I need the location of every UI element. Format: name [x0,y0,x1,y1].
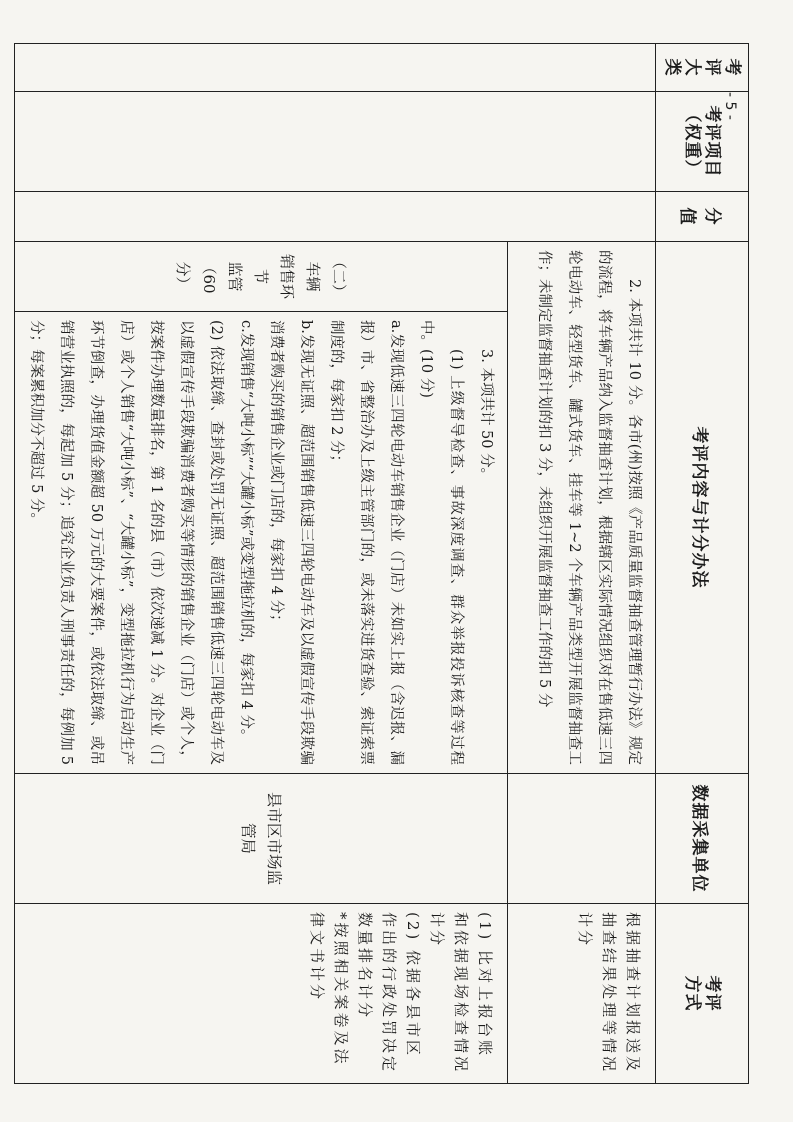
cell-section-3-unit: 县市区市场监管局 [15,774,508,904]
header-method-line-1: 考评 [702,975,722,1012]
cell-section-2-method: 根据抽查计划报送及抽查结果处理等情况计分 [508,904,656,1084]
header-item-line-1: 考评项目 [702,105,722,178]
table-row-section-2 [508,44,656,1084]
section-3-method-1: (1) 比对上报台账和依据现场检查情况计分 [428,912,494,1075]
header-category [656,44,749,92]
cell-item [15,92,656,192]
section-3-method-3: *按照相关案卷及法律文书计分 [308,912,350,1067]
evaluation-table [14,43,749,1084]
section-3-item-1b: b.发现无证照、超范围销售低速三四轮电动车及以虚假宣传手段欺骗消费者购买的销售企业或门店的，每家扣 4 分； [268,320,314,765]
subcategory-line-2: 销售环节 [252,253,296,299]
subcategory-line-1: （二）车辆 [304,253,348,299]
cell-section-3-method [15,904,508,1084]
cell-section-2-content [508,242,656,774]
section-3-intro: 3. 本项共计 50 分。 [478,349,494,483]
header-method [656,904,749,1084]
cell-section-3-content [15,312,508,774]
cell-score [15,192,656,242]
rotated-table-wrapper [28,43,749,1083]
header-method-line-2: 方式 [682,975,702,1012]
section-3-item-1a: a.发现低速三四轮电动车销售企业（门店）未如实上报（含迟报、漏报）市、省整治办及上级主管部门的，或未落实进货查验、索证索票制度的，每家扣 2 分； [328,320,404,765]
header-unit: 数据采集单位 [656,774,749,904]
header-score: 分值 [656,192,749,242]
section-3-item-2: (2) 依法取缔、查封或处罚无证照、超范围销售低速三四轮电动车及以虚假宣传手段欺骗消费者购买等情形的销售企业（门店）或个人，按案件办理数量排名，第 1 名的县（市）依次递减 1 分。对企业（门店）或个人销售“大吨小标”、“大罐小标”，变型拖拉机行为启动生产环节倒查，办理货值金额超 50 万元的大要案件，或依法取缔、或吊销营业执照的，每起加 5 分；追究企业负责人刑事责任的，每例加 5 分；每案累积加分不超过 5 分。 [28,320,224,765]
section-2-text: 2. 本项共计 10 分。各市(州)按照《产品质量监督抽查管理暂行办法》规定的流程，将车辆产品纳入监督抽查计划，根据辖区实际情况组织对在售低速三四轮电动车、轻型货车、罐式货车、挂车等 1~2 个车辆产品类型开展监督抽查工作；未制定监督抽查计划的扣 3 分，未组织开展监督抽查工作的扣 5 分 [536,250,642,765]
header-item-line-2: （权重） [682,105,702,178]
subcategory-line-4: （60 分） [174,259,218,294]
header-category-line-1: 考评 [702,58,742,77]
section-3-item-1: (1) 上级督导检查、事故深度调查、群众举报投诉核查等过程中。(10 分) [418,320,464,765]
cell-category [15,44,656,92]
cell-section-2-unit [508,774,656,904]
header-content: 考评内容与计分办法 [656,242,749,774]
table-header-row [656,44,749,1084]
subcategory-line-3: 监管 [226,261,244,292]
section-3-item-1c: c.发现销售“大吨小标”“大罐小标”或变型拖拉机的，每家扣 4 分。 [238,320,254,744]
cell-subcategory [15,242,508,312]
header-category-line-2: 大类 [662,58,702,77]
section-3-method-2: (2) 依据各县市区作出的行政处罚决定数量排名计分 [356,912,422,1075]
page-number: - 5 - [722,92,738,120]
